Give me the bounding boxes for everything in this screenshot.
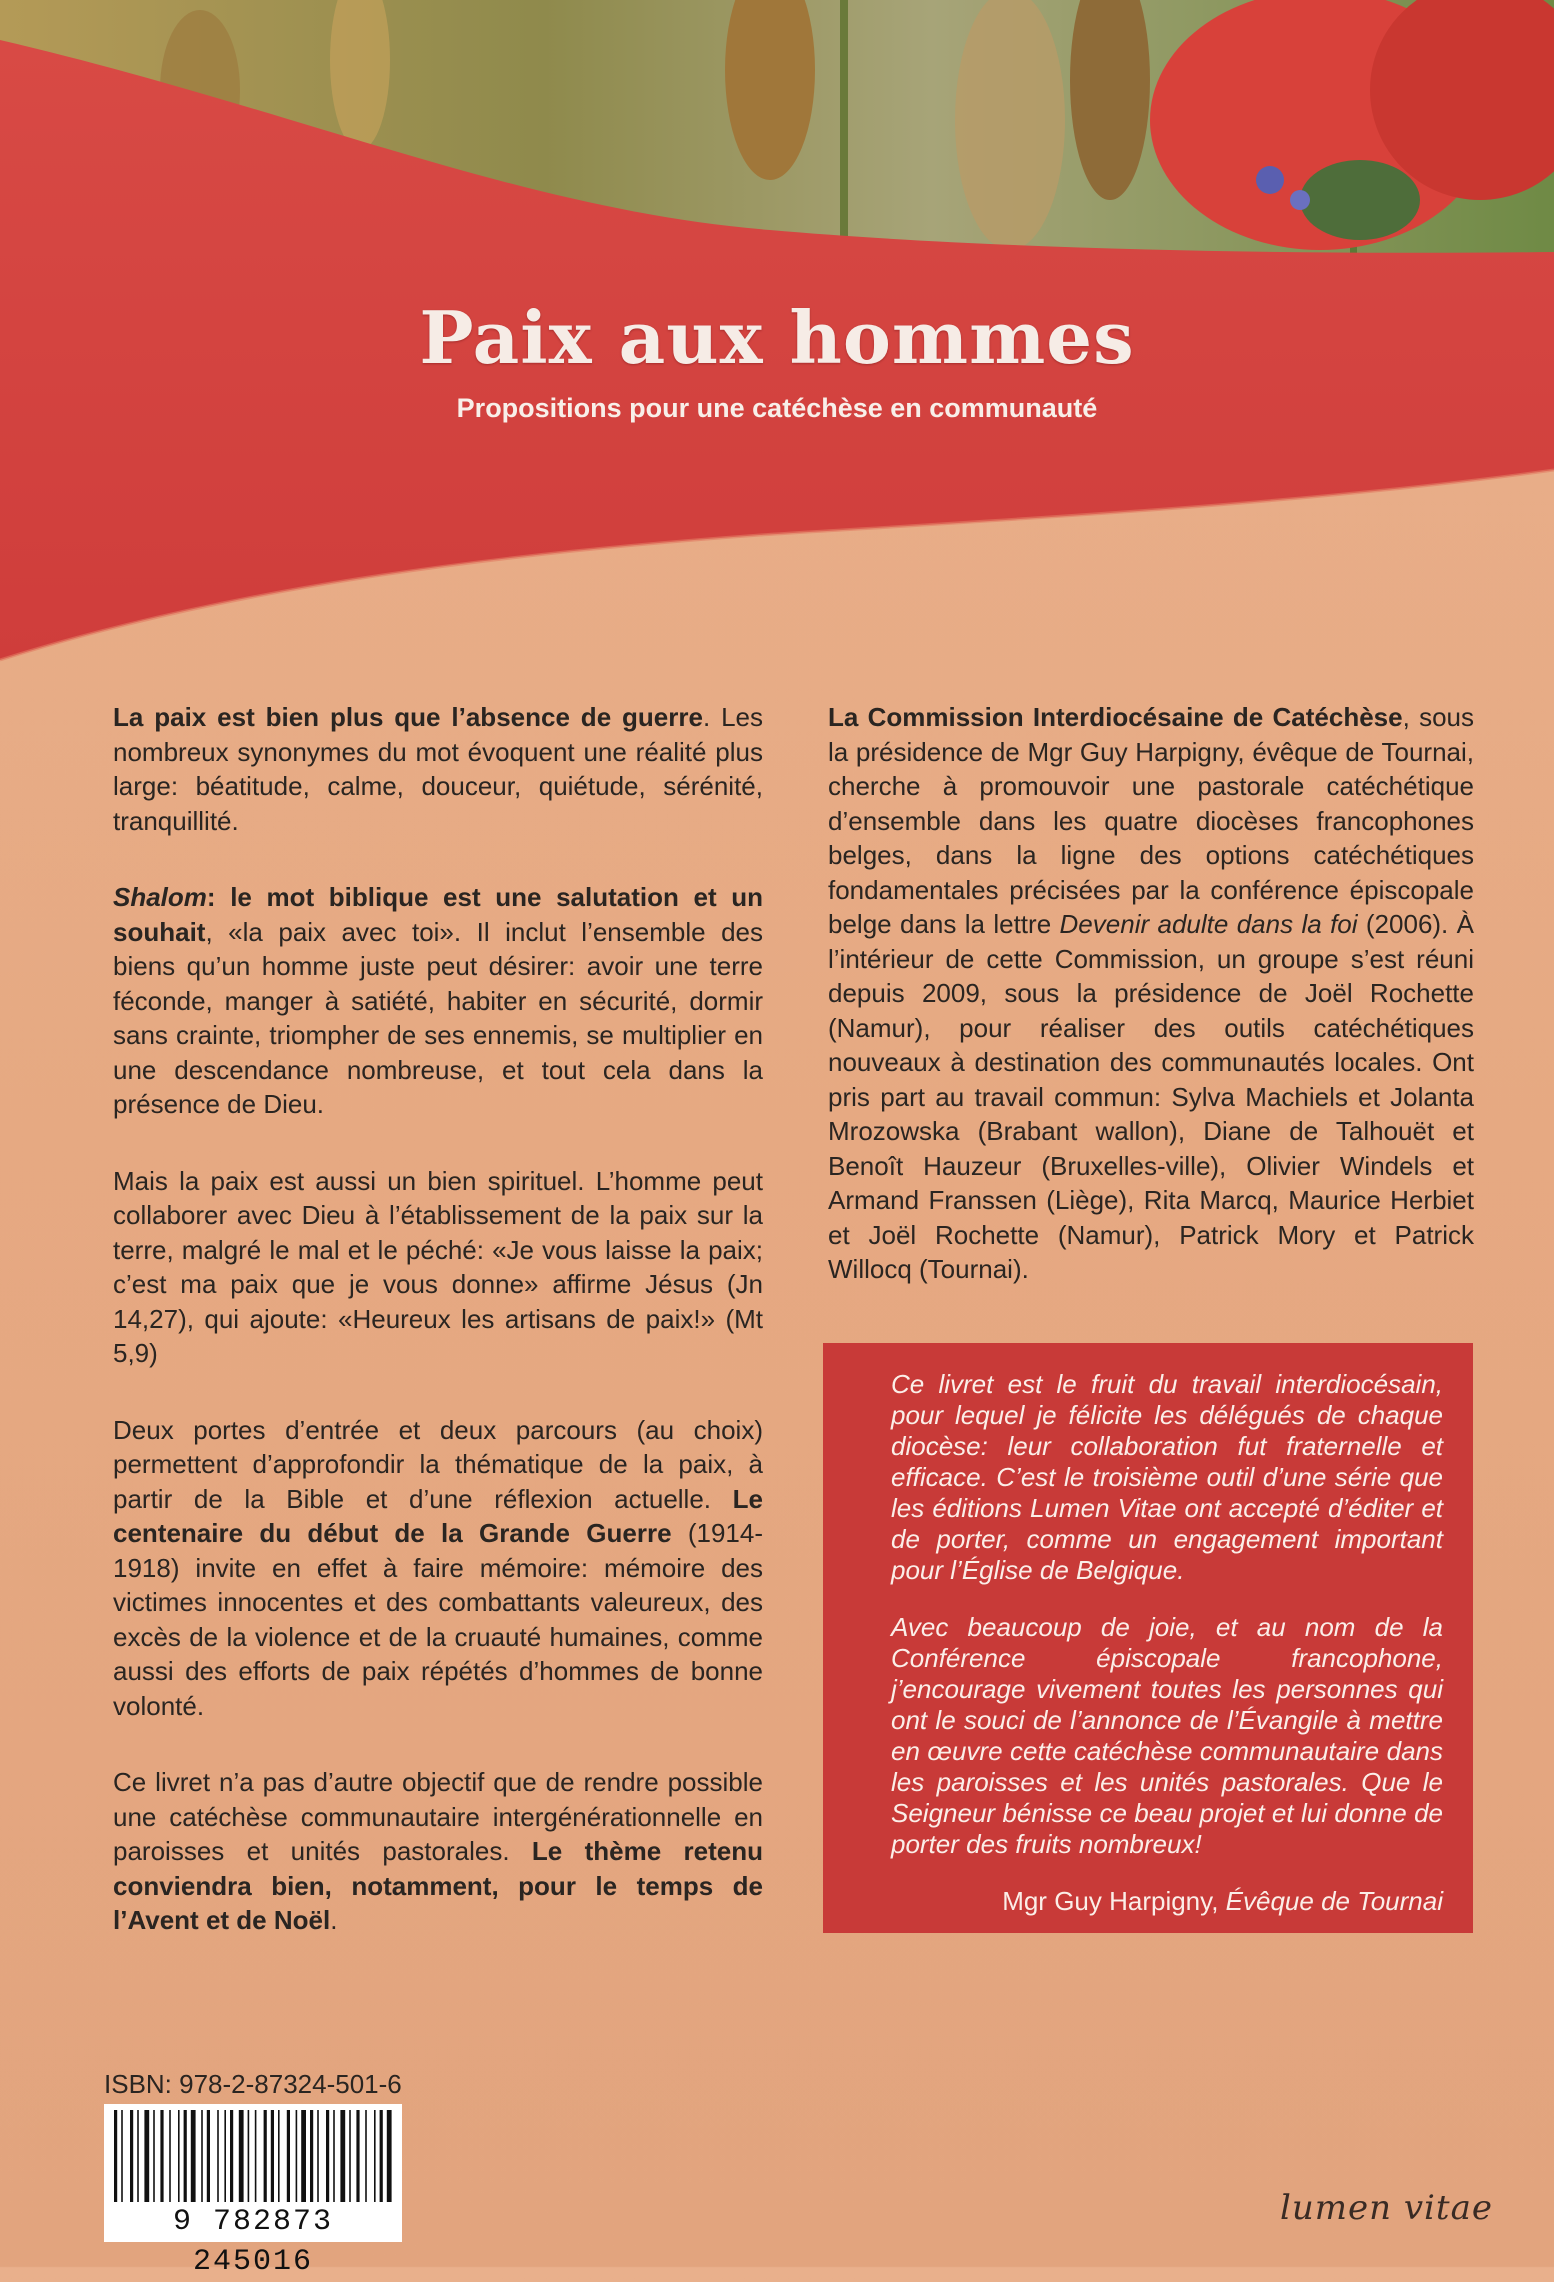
barcode-bar xyxy=(387,2110,392,2202)
barcode-bar xyxy=(160,2110,163,2202)
shalom-text: , «la paix avec toi». Il inclut l’ensemble des biens qu’un homme juste peut désirer: avoir une terre féconde, manger à satiété, habiter en sécurité, dormir sans crainte, triompher de ses ennemis, se multiplier en une descendance nombreuse, et tout cela dans la présence de Dieu. xyxy=(113,916,763,1119)
barcode-bar xyxy=(271,2110,274,2202)
objectif-text: Ce livret n’a pas d’autre objectif que de rendre possible une catéchèse communautaire intergénérationnelle en paroisses et unités pastorales. xyxy=(113,1767,763,1866)
quote-paragraph-1: Ce livret est le fruit du travail interdiocésain, pour lequel je félicite les délégués de chaque diocèse: leur collaboration fut fraternelle et efficace. C’est le troisième outil d’une série que les éditions Lumen Vitae ont accepté d’éditer et de porter, comme un engagement important pour l’Église de Belgique. xyxy=(891,1369,1443,1585)
paragraph-shalom xyxy=(113,880,763,1122)
right-text-column xyxy=(828,700,1474,1329)
isbn-label: ISBN: 978-2-87324-501-6 xyxy=(104,2069,402,2099)
barcode-digits: 9 782873 245016 xyxy=(172,2205,334,2279)
barcode-bar xyxy=(130,2110,133,2202)
barcode-bar xyxy=(264,2110,267,2202)
paragraph-spiritual xyxy=(113,1164,763,1371)
barcode-bar xyxy=(340,2110,345,2202)
intro-text: . Les nombreux synonymes du mot évoquent une réalité plus large: béatitude, calme, douceur, quiétude, sérénité, tranquillité. xyxy=(113,702,764,836)
commission-text: , sous la présidence de Mgr Guy Harpigny, évêque de Tournai, cherche à promouvoir une pastorale catéchétique d’ensemble dans les quatre diocèses francophones belges, dans la ligne des options catéchétiques fondamentales précisées par la conférence épiscopale belge dans la lettre xyxy=(828,702,1474,939)
parcours-text-2: (1914-1918) invite en effet à faire mémoire: mémoire des victimes innocentes et des combattants valeureux, des excès de la violence et de la cruauté humaines, comme aussi des efforts de paix répétés d’hommes de bonne volonté. xyxy=(113,1518,763,1721)
barcode-bar xyxy=(191,2110,196,2202)
barcode-bar xyxy=(374,2110,376,2202)
parcours-text: Deux portes d’entrée et deux parcours (au choix) permettent d’approfondir la thématique de la paix, à partir de la Bible et d’une réflexion actuelle. xyxy=(113,1414,763,1514)
barcode-bar xyxy=(326,2110,329,2202)
barcode-bar xyxy=(255,2110,257,2202)
shalom-bold: : le mot biblique est une salutation et un souhait xyxy=(113,882,763,947)
paragraph-parcours xyxy=(113,1413,763,1724)
paragraph-commission xyxy=(828,700,1474,1287)
barcode-bar xyxy=(217,2110,219,2202)
publisher-logo: lumen vitae xyxy=(1280,2188,1493,2228)
objectif-bold: Le thème retenu conviendra bien, notamment, pour le temps de l’Avent et de Noël xyxy=(113,1836,763,1935)
barcode-bar xyxy=(317,2110,319,2202)
barcode-bar xyxy=(356,2110,359,2202)
paragraph-intro xyxy=(113,700,763,838)
intro-bold: La paix est bien plus que l’absence de guerre xyxy=(113,702,703,732)
barcode-bar xyxy=(248,2110,250,2202)
bishop-quote-box xyxy=(823,1343,1473,1933)
left-text-column xyxy=(113,700,763,1980)
book-title: Paix aux hommes xyxy=(419,295,1135,380)
barcode-bar xyxy=(365,2110,367,2202)
barcode-bar xyxy=(278,2110,280,2202)
commission-italic: Devenir adulte dans la foi xyxy=(1059,909,1358,939)
spiritual-text: Mais la paix est aussi un bien spirituel. L’homme peut collaborer avec Dieu à l’établissement de la paix sur la terre, malgré le mal et le péché: «Je vous laisse la paix; c’est ma paix que je vous donne» affirme Jésus (Jn 14,27), qui ajoute: «Heureux les artisans de paix!» (Mt 5,9) xyxy=(113,1165,763,1368)
commission-text-2: (2006). À l’intérieur de cette Commission, un groupe s’est réuni depuis 2009, sous la présidence de Joël Rochette (Namur), pour réaliser des outils catéchétiques nouveaux à destination des communautés locales. Ont pris part au travail commun: Sylva Machiels et Jolanta Mrozowska (Brabant wallon), Diane de Talhouët et Benoît Hauzeur (Bruxelles-ville), Olivier Windels et Armand Franssen (Liège), Rita Marcq, Maurice Herbiet et Joël Rochette (Namur), Patrick Mory et Patrick Willocq (Tournai). xyxy=(828,909,1474,1284)
barcode-bar xyxy=(380,2110,383,2202)
paragraph-objectif xyxy=(113,1765,763,1938)
barcode-bar xyxy=(239,2110,244,2202)
quote-signature xyxy=(891,1886,1443,1917)
signature-title: Évêque de Tournai xyxy=(1225,1886,1443,1916)
barcode-bar xyxy=(144,2110,149,2202)
barcode-bar xyxy=(121,2110,123,2202)
barcode-bar xyxy=(184,2110,187,2202)
shalom-word: Shalom xyxy=(113,882,207,912)
barcode-bar xyxy=(349,2110,351,2202)
barcode-bar xyxy=(201,2110,203,2202)
barcode-bar xyxy=(224,2110,226,2202)
parcours-bold: Le centenaire du début de la Grande Guerre xyxy=(113,1483,763,1548)
barcode-bar xyxy=(230,2110,233,2202)
commission-bold: La Commission Interdiocésaine de Catéchèse xyxy=(828,702,1403,732)
barcode-bar xyxy=(301,2110,306,2202)
quote-paragraph-2: Avec beaucoup de joie, et au nom de la Conférence épiscopale francophone, j’encourage vivement toutes les personnes qui ont le souci de l’annonce de l’Évangile à mettre en œuvre cette catéchèse communautaire dans les paroisses et les unités pastorales. Que le Seigneur bénisse ce beau projet et lui donne de porter des fruits nombreux! xyxy=(891,1612,1443,1859)
signature-name: Mgr Guy Harpigny, xyxy=(1002,1886,1226,1916)
book-subtitle: Propositions pour une catéchèse en communauté xyxy=(456,393,1098,423)
barcode-bar xyxy=(178,2110,180,2202)
barcode-bar xyxy=(310,2110,313,2202)
barcode-bar xyxy=(296,2110,298,2202)
barcode-bar xyxy=(287,2110,290,2202)
barcode-bar xyxy=(153,2110,155,2202)
barcode-bar xyxy=(169,2110,171,2202)
barcode-bar xyxy=(333,2110,335,2202)
barcode-bar xyxy=(114,2110,117,2202)
barcode-bar xyxy=(137,2110,139,2202)
objectif-end: . xyxy=(330,1905,338,1935)
barcode-bar xyxy=(207,2110,210,2202)
